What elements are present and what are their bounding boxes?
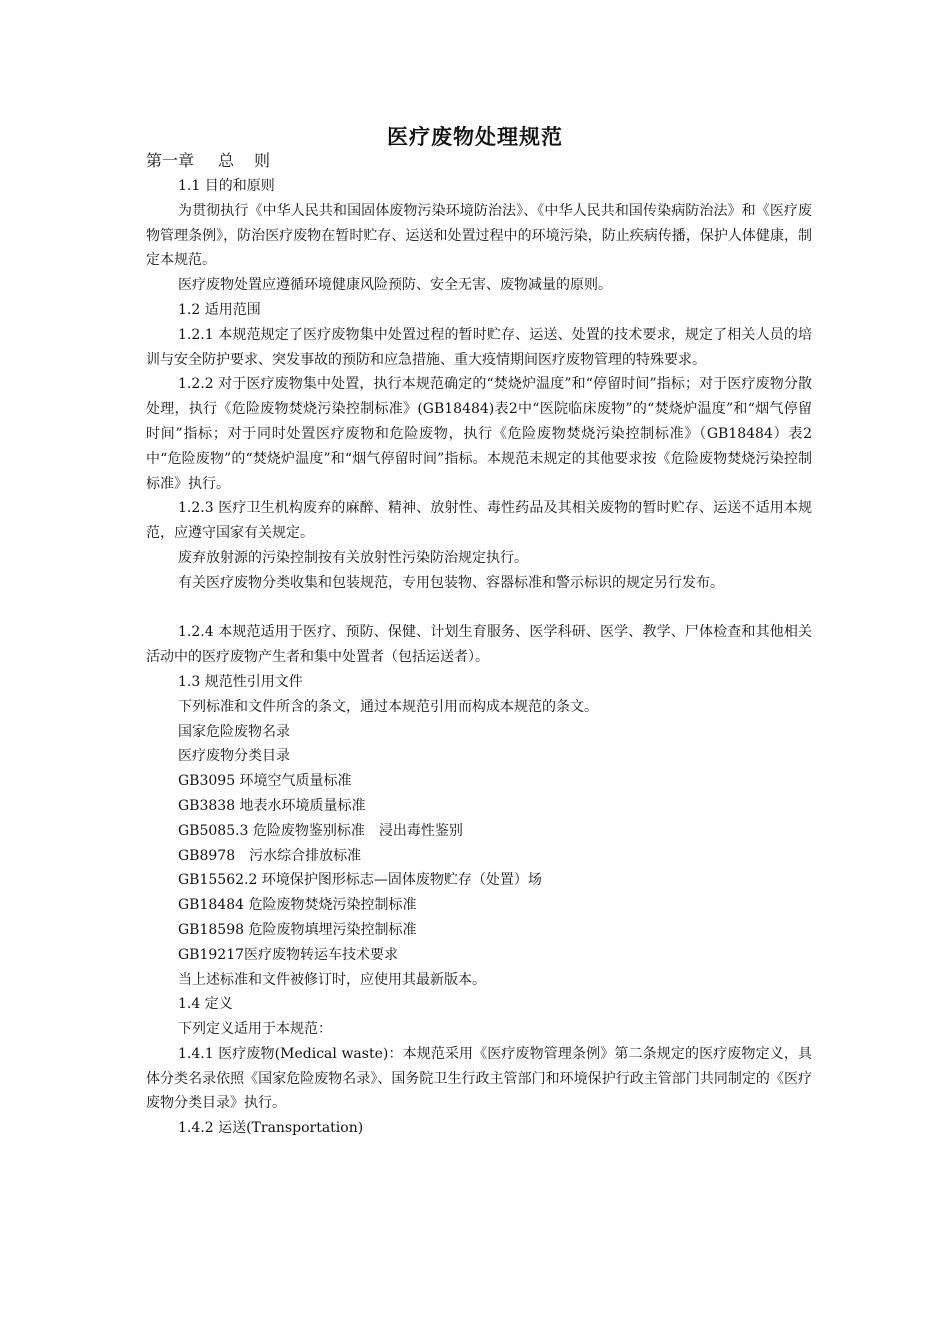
paragraph: 有关医疗废物分类收集和包装规范，专用包装物、容器标准和警示标识的规定另行发布。 (178, 574, 724, 591)
section-heading: 1.2 适用范围 (178, 301, 261, 318)
reference-item: GB19217医疗废物转运车技术要求 (178, 946, 399, 963)
reference-item: GB18484 危险废物焚烧污染控制标准 (178, 897, 417, 914)
paragraph: 为贯彻执行《中华人民共和国固体废物污染环境防治法》、《中华人民共和国传染病防治法》和《医疗废物管理条例》，防治医疗废物在暂时贮存、运送和处置过程中的环境污染，防止疾病传播，保护人体健康，制定本规范。 (146, 202, 812, 269)
document-title: 医疗废物处理规范 (387, 125, 563, 149)
section-heading: 1.3 规范性引用文件 (178, 673, 303, 690)
chapter-name-part1: 总 (218, 151, 235, 170)
paragraph: 1.2.1 本规范规定了医疗废物集中处置过程的暂时贮存、运送、处置的技术要求，规定了相关人员的培训与安全防护要求、突发事故的预防和应急措施、重大疫情期间医疗废物管理的特殊要求。 (146, 326, 812, 368)
chapter-name-part2: 则 (254, 151, 271, 170)
paragraph: 1.2.3 医疗卫生机构废弃的麻醉、精神、放射性、毒性药品及其相关废物的暂时贮存、运送不适用本规范，应遵守国家有关规定。 (146, 500, 812, 542)
reference-item: GB5085.3 危险废物鉴别标准 浸出毒性鉴别 (178, 822, 463, 839)
blank-line (146, 596, 812, 621)
paragraph: 1.2.4 本规范适用于医疗、预防、保健、计划生育服务、医学科研、医学、教学、尸体检查和其他相关活动中的医疗废物产生者和集中处置者（包括运送者）。 (146, 624, 812, 666)
paragraph: 1.4.2 运送(Transportation) (178, 1120, 364, 1137)
reference-item: 医疗废物分类目录 (178, 748, 290, 765)
reference-item: GB18598 危险废物填埋污染控制标准 (178, 921, 417, 938)
paragraph: 1.4.1 医疗废物(Medical waste)：本规范采用《医疗废物管理条例》第二条规定的医疗废物定义，具体分类名录依照《国家危险废物名录》、国务院卫生行政主管部门和环境保护行政主管部门共同制定的《医疗废物分类目录》执行。 (146, 1045, 812, 1112)
paragraph: 下列定义适用于本规范： (178, 1021, 332, 1038)
section-heading: 1.1 目的和原则 (178, 178, 275, 194)
document-body (146, 174, 812, 1141)
chapter-heading (146, 148, 270, 174)
section-heading: 1.4 定义 (178, 996, 233, 1013)
chapter-number: 第一章 (146, 151, 195, 170)
reference-item: 国家危险废物名录 (178, 723, 290, 740)
reference-item: GB3095 环境空气质量标准 (178, 773, 352, 790)
reference-item: GB8978 污水综合排放标准 (178, 847, 362, 864)
paragraph: 医疗废物处置应遵循环境健康风险预防、安全无害、废物减量的原则。 (178, 277, 612, 294)
paragraph: 当上述标准和文件被修订时，应使用其最新版本。 (178, 971, 486, 988)
paragraph: 1.2.2 对于医疗废物集中处置，执行本规范确定的“焚烧炉温度”和“停留时间”指标；对于医疗废物分散处理，执行《危险废物焚烧污染控制标准》(GB18484)表2中“医院临床废物”的“焚烧炉温度”和“烟气停留时间”指标；对于同时处置医疗废物和危险废物，执行《危险废物焚烧污染控制标准》（GB18484）表2中“危险废物”的“焚烧炉温度”和“烟气停留时间”指标。本规范未规定的其他要求按《危险废物焚烧污染控制标准》执行。 (146, 376, 812, 492)
paragraph: 废弃放射源的污染控制按有关放射性污染防治规定执行。 (178, 549, 528, 566)
reference-item: GB3838 地表水环境质量标准 (178, 797, 366, 814)
reference-item: GB15562.2 环境保护图形标志—固体废物贮存（处置）场 (178, 872, 542, 889)
paragraph: 下列标准和文件所含的条文，通过本规范引用而构成本规范的条文。 (178, 698, 598, 715)
